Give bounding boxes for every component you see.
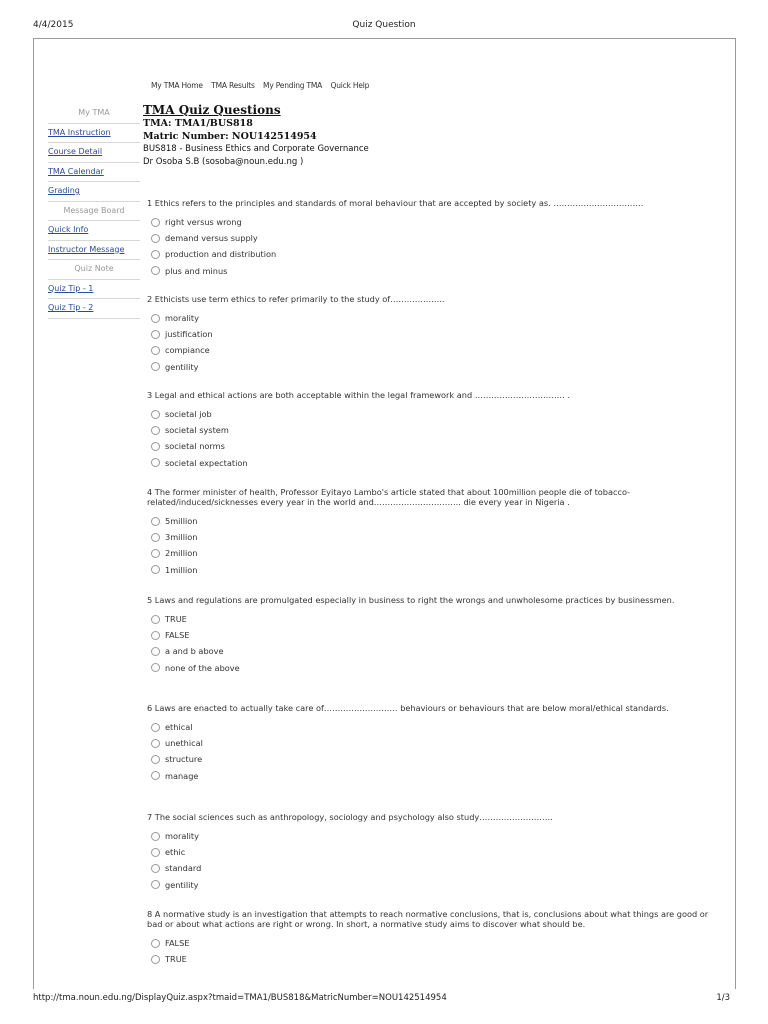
sidebar-item-quiz-tip-2[interactable]: Quiz Tip - 2 [48, 299, 140, 319]
sidebar-item-tma-calendar[interactable]: TMA Calendar [48, 163, 140, 183]
question-1 [147, 198, 712, 279]
radio-button[interactable] [151, 218, 160, 227]
tma-code: TMA: TMA1/BUS818 [143, 118, 253, 129]
radio-button[interactable] [151, 848, 160, 857]
option-4b[interactable] [147, 529, 712, 545]
print-page-number: 1/3 [716, 993, 730, 1003]
print-title: Quiz Question [352, 20, 416, 30]
option-7d[interactable] [147, 877, 712, 893]
option-1d[interactable] [147, 263, 712, 279]
sidebar-item-quick-info[interactable]: Quick Info [48, 221, 140, 241]
option-5c[interactable] [147, 643, 712, 659]
radio-button[interactable] [151, 250, 160, 259]
question-7 [147, 812, 712, 893]
option-label: standard [165, 863, 202, 874]
option-label: unethical [165, 738, 203, 749]
question-text: 2 Ethicists use term ethics to refer primarily to the study of……………….. [147, 294, 445, 304]
option-2c[interactable] [147, 342, 712, 358]
question-5 [147, 595, 712, 676]
nav-quick-help[interactable]: Quick Help [330, 81, 370, 90]
radio-button[interactable] [151, 549, 160, 558]
option-label: 5million [165, 516, 198, 526]
option-8b[interactable] [147, 951, 712, 967]
option-label: none of the above [165, 662, 240, 673]
option-label: morality [165, 831, 199, 841]
radio-button[interactable] [151, 362, 160, 371]
option-label: a and b above [165, 646, 224, 657]
question-3 [147, 390, 712, 471]
matric-number: Matric Number: NOU142514954 [143, 131, 317, 142]
sidebar-heading-my-tma: My TMA [48, 104, 140, 124]
option-label: TRUE [165, 954, 187, 965]
option-6d[interactable] [147, 768, 712, 784]
radio-button[interactable] [151, 647, 160, 656]
radio-button[interactable] [151, 631, 160, 640]
option-8a[interactable] [147, 935, 712, 951]
option-label: societal job [165, 409, 212, 419]
print-date: 4/4/2015 [33, 20, 74, 30]
radio-button[interactable] [151, 939, 160, 948]
question-text: 8 A normative study is an investigation that attempts to reach normative conclusions, that is, conclusions about what things are good or bad or about what actions are right or wrong. In short, a normative study aims to discover what should be. [147, 909, 709, 929]
nav-my-tma-home[interactable]: My TMA Home [151, 81, 203, 90]
sidebar-item-tma-instruction[interactable]: TMA Instruction [48, 124, 140, 144]
radio-button[interactable] [151, 615, 160, 624]
option-label: gentility [165, 879, 199, 890]
course-name: BUS818 - Business Ethics and Corporate Governance [143, 144, 369, 154]
option-7c[interactable] [147, 860, 712, 876]
option-6c[interactable] [147, 751, 712, 767]
option-label: right versus wrong [165, 217, 242, 227]
option-2b[interactable] [147, 326, 712, 342]
option-2d[interactable] [147, 359, 712, 375]
radio-button[interactable] [151, 955, 160, 964]
top-navigation [151, 81, 375, 90]
question-8 [147, 909, 712, 967]
radio-button[interactable] [151, 426, 160, 435]
option-7b[interactable] [147, 844, 712, 860]
option-label: ethical [165, 722, 193, 732]
option-6a[interactable] [147, 719, 712, 735]
radio-button[interactable] [151, 517, 160, 526]
option-label: gentility [165, 361, 199, 372]
sidebar-item-quiz-tip-1[interactable]: Quiz Tip - 1 [48, 280, 140, 300]
option-label: plus and minus [165, 265, 228, 276]
radio-button[interactable] [151, 442, 160, 451]
radio-button[interactable] [151, 864, 160, 873]
option-label: FALSE [165, 630, 190, 641]
instructor-name: Dr Osoba S.B (sosoba@noun.edu.ng ) [143, 156, 304, 167]
option-4a[interactable] [147, 513, 712, 529]
radio-button[interactable] [151, 755, 160, 764]
question-text: 1 Ethics refers to the principles and standards of moral behaviour that are accepted by society as. …………………………… [147, 198, 644, 208]
option-1c[interactable] [147, 246, 712, 262]
nav-tma-results[interactable]: TMA Results [211, 81, 255, 90]
radio-button[interactable] [151, 330, 160, 339]
option-5d[interactable] [147, 660, 712, 676]
option-4c[interactable] [147, 545, 712, 561]
radio-button[interactable] [151, 533, 160, 542]
option-label: justification [165, 329, 213, 340]
option-label: societal expectation [165, 457, 248, 468]
option-label: societal norms [165, 441, 225, 452]
question-2 [147, 294, 712, 375]
question-4 [147, 487, 712, 578]
radio-button[interactable] [151, 663, 160, 672]
question-6 [147, 703, 712, 784]
option-label: structure [165, 754, 203, 765]
sidebar-item-grading[interactable]: Grading [48, 182, 140, 202]
option-label: morality [165, 313, 199, 323]
option-4d[interactable] [147, 562, 712, 578]
page-title: TMA Quiz Questions [143, 103, 281, 117]
option-label: TRUE [165, 614, 187, 624]
sidebar-item-course-detail[interactable]: Course Detail [48, 143, 140, 163]
sidebar-heading-message-board: Message Board [48, 202, 140, 222]
sidebar-item-instructor-message[interactable]: Instructor Message [48, 241, 140, 261]
radio-button[interactable] [151, 832, 160, 841]
option-6b[interactable] [147, 735, 712, 751]
option-5a[interactable] [147, 611, 712, 627]
radio-button[interactable] [151, 346, 160, 355]
option-2a[interactable] [147, 310, 712, 326]
option-1b[interactable] [147, 230, 712, 246]
radio-button[interactable] [151, 739, 160, 748]
sidebar [48, 104, 140, 319]
option-label: demand versus supply [165, 233, 258, 244]
radio-button[interactable] [151, 234, 160, 243]
option-3a[interactable] [147, 406, 712, 422]
radio-button[interactable] [151, 266, 160, 275]
option-7a[interactable] [147, 828, 712, 844]
question-text: 6 Laws are enacted to actually take care of……………………… behaviours or behaviours that are below moral/ethical standards. [147, 703, 669, 713]
question-text: 3 Legal and ethical actions are both acceptable within the legal framework and …………………………… . [147, 390, 571, 400]
option-label: production and distribution [165, 249, 277, 260]
option-3c[interactable] [147, 438, 712, 454]
radio-button[interactable] [151, 565, 160, 574]
print-footer-url: http://tma.noun.edu.ng/DisplayQuiz.aspx?tmaid=TMA1/BUS818&MatricNumber=NOU142514954 [33, 993, 447, 1003]
option-1a[interactable] [147, 214, 712, 230]
option-label: societal system [165, 425, 229, 436]
question-text: 7 The social sciences such as anthropology, sociology and psychology also study……………………… [147, 812, 553, 822]
option-label: 3million [165, 532, 198, 543]
radio-button[interactable] [151, 723, 160, 732]
radio-button[interactable] [151, 458, 160, 467]
option-5b[interactable] [147, 627, 712, 643]
option-label: 2million [165, 548, 198, 559]
option-label: ethic [165, 847, 186, 858]
option-label: 1million [165, 564, 198, 575]
option-label: compiance [165, 345, 210, 356]
radio-button[interactable] [151, 880, 160, 889]
option-3b[interactable] [147, 422, 712, 438]
sidebar-heading-quiz-note: Quiz Note [48, 260, 140, 280]
option-3d[interactable] [147, 455, 712, 471]
radio-button[interactable] [151, 771, 160, 780]
question-text: 5 Laws and regulations are promulgated especially in business to right the wrongs and unwholesome practices by businessmen. [147, 595, 675, 605]
quiz-header [143, 103, 713, 168]
radio-button[interactable] [151, 314, 160, 323]
question-text: 4 The former minister of health, Professor Eyitayo Lambo's article stated that about 100million people die of tobacco-related/induced/sicknesses every year in the world and………………………….. die every year in Nigeria . [147, 487, 631, 507]
radio-button[interactable] [151, 410, 160, 419]
nav-my-pending-tma[interactable]: My Pending TMA [263, 81, 323, 90]
option-label: FALSE [165, 938, 190, 948]
option-label: manage [165, 770, 199, 781]
